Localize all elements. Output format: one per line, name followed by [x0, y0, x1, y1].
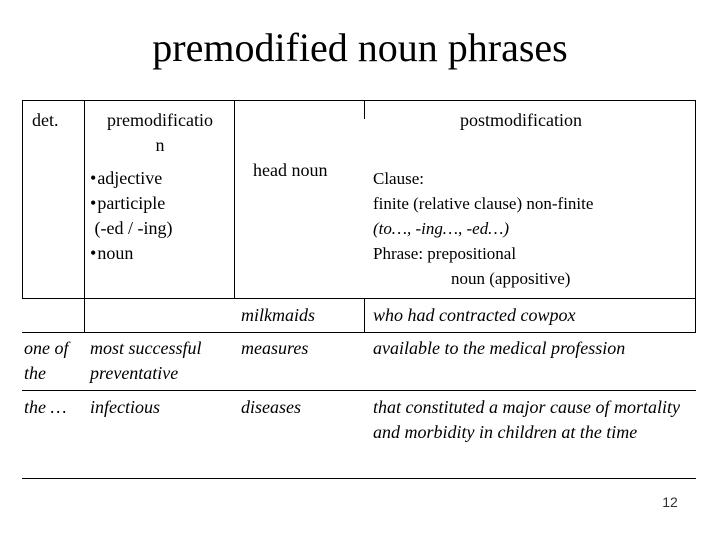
row2-premod: most successful preventative — [90, 338, 202, 383]
col-divider-head — [364, 100, 365, 119]
postmod-nonfinite-forms: (to…, -ing…, -ed…) — [373, 219, 509, 238]
row2-head: measures — [241, 338, 309, 358]
premod-type-list — [90, 166, 230, 266]
row-divider-1 — [22, 298, 696, 299]
postmod-clause-label: Clause: — [373, 169, 424, 188]
page-number: 12 — [662, 494, 678, 510]
row3-head: diseases — [241, 397, 301, 417]
header-premodification-line1: premodificatio — [107, 110, 213, 130]
col-divider-head-lower — [364, 298, 365, 333]
header-det: det. — [32, 110, 59, 130]
premod-type-noun: • noun — [90, 241, 230, 266]
table-bottom-border — [22, 478, 696, 479]
table-right-border — [695, 100, 696, 333]
row1-head: milkmaids — [241, 305, 315, 325]
postmod-phrase-line: Phrase: prepositional — [373, 244, 517, 263]
postmod-clause-line: finite (relative clause) non-finite — [373, 194, 594, 213]
premod-type-participle: • participle — [90, 191, 230, 216]
slide-title: premodified noun phrases — [152, 25, 568, 70]
premod-type-participle-forms: (-ed / -ing) — [90, 218, 173, 238]
row3-det: the … — [24, 397, 67, 417]
header-postmodification: postmodification — [460, 110, 582, 130]
table-top-border — [22, 100, 696, 101]
col-divider-det — [84, 100, 85, 333]
row-divider-2 — [22, 332, 696, 333]
row1-postmod: who had contracted cowpox — [373, 305, 576, 325]
postmod-noun-line: noun (appositive) — [451, 269, 571, 288]
row2-postmod: available to the medical profession — [373, 338, 626, 358]
header-premodification — [92, 108, 228, 158]
header-premodification-line2: n — [155, 135, 165, 155]
row-divider-3 — [22, 390, 696, 391]
row2-det: one of the — [24, 338, 69, 383]
col-divider-premod — [234, 100, 235, 299]
row3-postmod: that constituted a major cause of mortality and morbidity in children at the time — [373, 397, 680, 442]
premod-type-adjective: • adjective — [90, 166, 230, 191]
header-head-noun: head noun — [253, 160, 328, 180]
postmod-type-list — [373, 166, 691, 291]
row3-premod: infectious — [90, 397, 160, 417]
table-left-border — [22, 100, 23, 299]
